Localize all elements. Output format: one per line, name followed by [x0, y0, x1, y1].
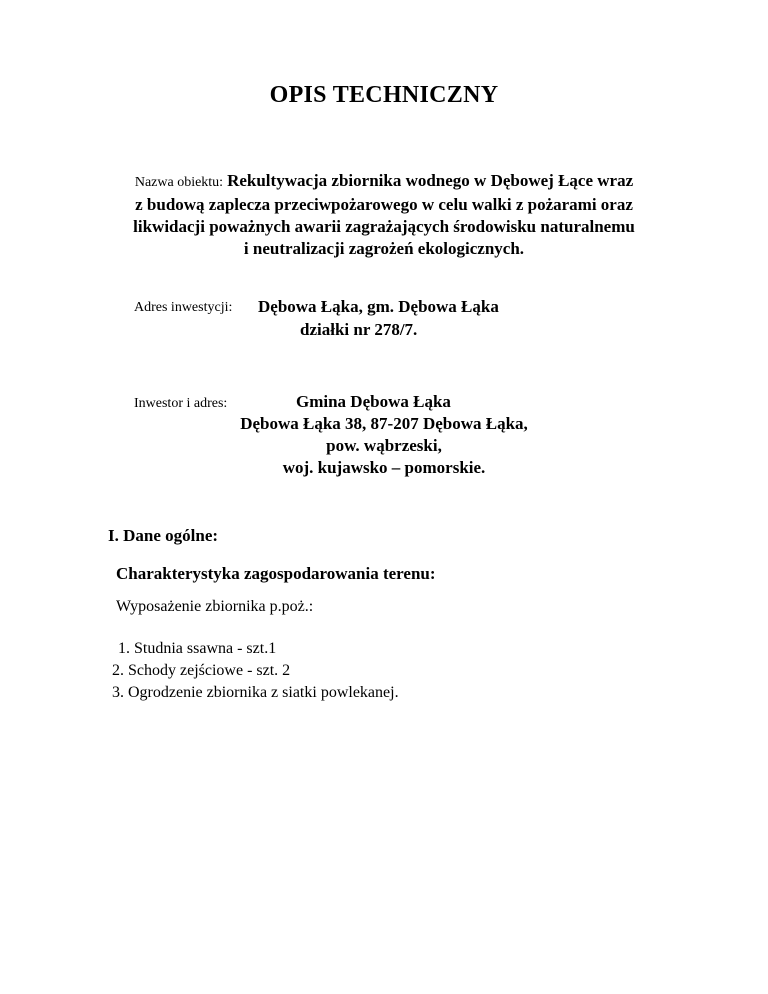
object-name-text-2: z budową zaplecza przeciwpożarowego w celu walki z pożarami oraz [135, 195, 633, 214]
object-name-text-4: i neutralizacji zagrożeń ekologicznych. [243, 239, 525, 258]
object-name-block [104, 170, 664, 260]
equipment-title: Wyposażenie zbiornika p.poż.: [116, 598, 314, 615]
list-item: 3. Ogrodzenie zbiornika z siatki powlekanej. [112, 684, 399, 701]
document-title: OPIS TECHNICZNY [269, 82, 499, 108]
list-item: 2. Schody zejściowe - szt. 2 [112, 662, 291, 679]
address-label: Adres inwestycji: [134, 300, 233, 315]
address-line-1: Dębowa Łąka, gm. Dębowa Łąka [258, 297, 499, 316]
address-line-2: działki nr 278/7. [300, 320, 418, 339]
investor-voivodeship: woj. kujawsko – pomorskie. [282, 458, 486, 477]
investor-label: Inwestor i adres: [134, 396, 228, 411]
investor-county: pow. wąbrzeski, [326, 436, 442, 455]
object-name-text-1: Rekultywacja zbiornika wodnego w Dębowej Łące wraz [227, 171, 634, 190]
equipment-list [112, 638, 399, 704]
investor-address-line: Dębowa Łąka 38, 87-207 Dębowa Łąka, [240, 414, 528, 433]
section-subheading: Charakterystyka zagospodarowania terenu: [116, 564, 436, 583]
section-heading: I. Dane ogólne: [108, 526, 219, 545]
list-item: 1. Studnia ssawna - szt.1 [118, 640, 277, 657]
object-name-text-3: likwidacji poważnych awarii zagrażających środowisku naturalnemu [133, 217, 635, 236]
investor-name: Gmina Dębowa Łąka [296, 392, 451, 411]
object-name-label: Nazwa obiektu: [134, 175, 224, 190]
object-name-line-1 [104, 170, 664, 194]
